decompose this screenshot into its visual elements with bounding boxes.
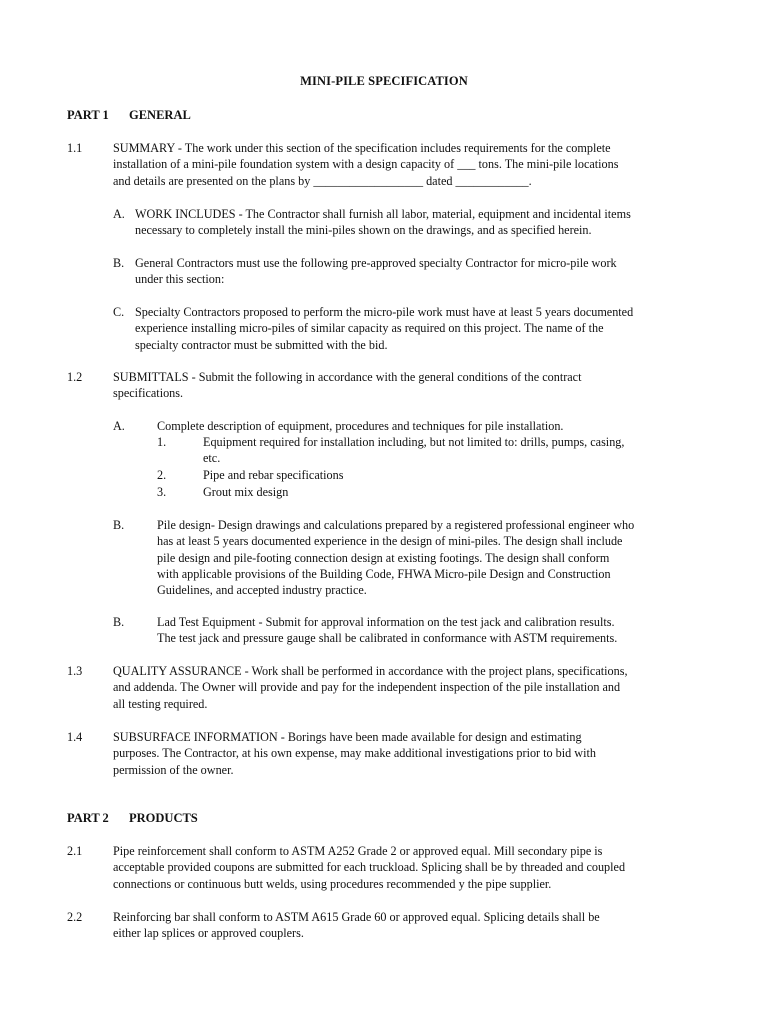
part-name: GENERAL (129, 108, 191, 122)
text-line: SUMMARY - The work under this section of the specification includes requirements for the complete (113, 141, 611, 155)
text-line: Lad Test Equipment - Submit for approval information on the test jack and calibration results. (157, 615, 615, 629)
section-number: 1.3 (67, 664, 83, 678)
text-line: etc. (203, 451, 221, 466)
item-1-2-b-load-test (113, 614, 705, 647)
item-label: B. (113, 518, 125, 532)
subitem-label: 2. (157, 468, 167, 482)
text-line: experience installing micro-piles of similar capacity as required on this project. The name of the (135, 321, 604, 336)
text-line: specialty contractor must be submitted with the bid. (135, 337, 388, 352)
part-name: PRODUCTS (129, 811, 198, 825)
text-line: Pile design- Design drawings and calculations prepared by a registered professional engineer who (157, 518, 635, 532)
text-line: Specialty Contractors proposed to perform the micro-pile work must have at least 5 years documented (135, 305, 634, 319)
text-line: The test jack and pressure gauge shall be calibrated in conformance with ASTM requirements. (157, 631, 618, 646)
item-text (135, 304, 705, 353)
text-line: SUBMITTALS - Submit the following in accordance with the general conditions of the contract (113, 370, 582, 384)
item-1-1-b (113, 255, 705, 288)
text-line: pile design and pile-footing connection design at existing footings. The design shall conform (157, 550, 610, 565)
text-line: Reinforcing bar shall conform to ASTM A615 Grade 60 or approved equal. Splicing details shall be (113, 910, 600, 924)
part-2-heading (67, 810, 198, 826)
text-line: all testing required. (113, 696, 208, 711)
item-text (157, 418, 705, 434)
section-number: 2.2 (67, 910, 83, 924)
subitem-label: 1. (157, 435, 167, 449)
text-line: with applicable provisions of the Building Code, FHWA Micro-pile Design and Construction (157, 566, 611, 581)
subitem-text (203, 484, 685, 500)
item-1-1-c (113, 304, 705, 353)
document-title: MINI-PILE SPECIFICATION (300, 74, 468, 88)
subitem-text (203, 467, 685, 483)
subitem-3 (157, 484, 685, 500)
item-label: A. (113, 207, 125, 221)
text-line: Pipe and rebar specifications (203, 468, 344, 482)
item-text (157, 614, 705, 647)
text-line: specifications. (113, 386, 184, 401)
section-number: 1.2 (67, 370, 83, 384)
text-line: either lap splices or approved couplers. (113, 926, 304, 941)
part-1-heading (67, 107, 191, 123)
text-line: Pipe reinforcement shall conform to ASTM A252 Grade 2 or approved equal. Mill secondary pipe is (113, 844, 603, 858)
text-line: permission of the owner. (113, 762, 234, 777)
section-1-2 (67, 369, 707, 402)
text-line: SUBSURFACE INFORMATION - Borings have been made available for design and estimating (113, 730, 582, 744)
item-1-1-a (113, 206, 705, 239)
section-number: 1.1 (67, 141, 83, 155)
subitem-label: 3. (157, 485, 167, 499)
text-line: and details are presented on the plans by __________________ dated ____________. (113, 173, 532, 188)
text-line: and addenda. The Owner will provide and pay for the independent inspection of the pile installation and (113, 680, 621, 695)
text-line: WORK INCLUDES - The Contractor shall furnish all labor, material, equipment and incidental items (135, 207, 631, 221)
section-text (113, 663, 707, 712)
part-number: PART 2 (67, 811, 109, 825)
text-line: acceptable provided coupons are submitted for each truckload. Splicing shall be by threaded and coupled (113, 860, 626, 875)
section-2-2 (67, 909, 707, 942)
text-line: Grout mix design (203, 485, 289, 499)
text-line: under this section: (135, 272, 225, 287)
section-1-1 (67, 140, 707, 189)
item-label: A. (113, 419, 125, 433)
section-text (113, 729, 707, 778)
text-line: has at least 5 years documented experience in the design of mini-piles. The design shall include (157, 534, 623, 549)
item-text (135, 206, 705, 239)
item-label: C. (113, 305, 125, 319)
section-text (113, 909, 707, 942)
subitem-text (203, 434, 685, 467)
text-line: QUALITY ASSURANCE - Work shall be performed in accordance with the project plans, specifications, (113, 664, 628, 678)
text-line: purposes. The Contractor, at his own expense, may make additional investigations prior to bid with (113, 746, 596, 761)
text-line: Complete description of equipment, procedures and techniques for pile installation. (157, 419, 564, 433)
item-label: B. (113, 256, 125, 270)
section-number: 1.4 (67, 730, 83, 744)
item-text (157, 517, 705, 598)
text-line: connections or continuous butt welds, using procedures recommended y the pipe supplier. (113, 876, 552, 891)
subitem-1 (157, 434, 685, 467)
item-text (135, 255, 705, 288)
text-line: Guidelines, and accepted industry practice. (157, 583, 367, 598)
section-text (113, 843, 707, 892)
subitem-2 (157, 467, 685, 483)
item-label: B. (113, 615, 125, 629)
text-line: necessary to completely install the mini-piles shown on the drawings, and as specified herein. (135, 223, 592, 238)
section-2-1 (67, 843, 707, 892)
text-line: installation of a mini-pile foundation system with a design capacity of ___ tons. The mini-pile locations (113, 157, 619, 172)
section-1-3 (67, 663, 707, 712)
text-line: Equipment required for installation including, but not limited to: drills, pumps, casing, (203, 435, 625, 449)
item-1-2-b (113, 517, 705, 598)
section-text (113, 140, 707, 189)
section-text (113, 369, 707, 402)
item-1-2-a (113, 418, 705, 434)
part-number: PART 1 (67, 108, 109, 122)
section-1-4 (67, 729, 707, 778)
text-line: General Contractors must use the following pre-approved specialty Contractor for micro-pile work (135, 256, 617, 270)
section-number: 2.1 (67, 844, 83, 858)
